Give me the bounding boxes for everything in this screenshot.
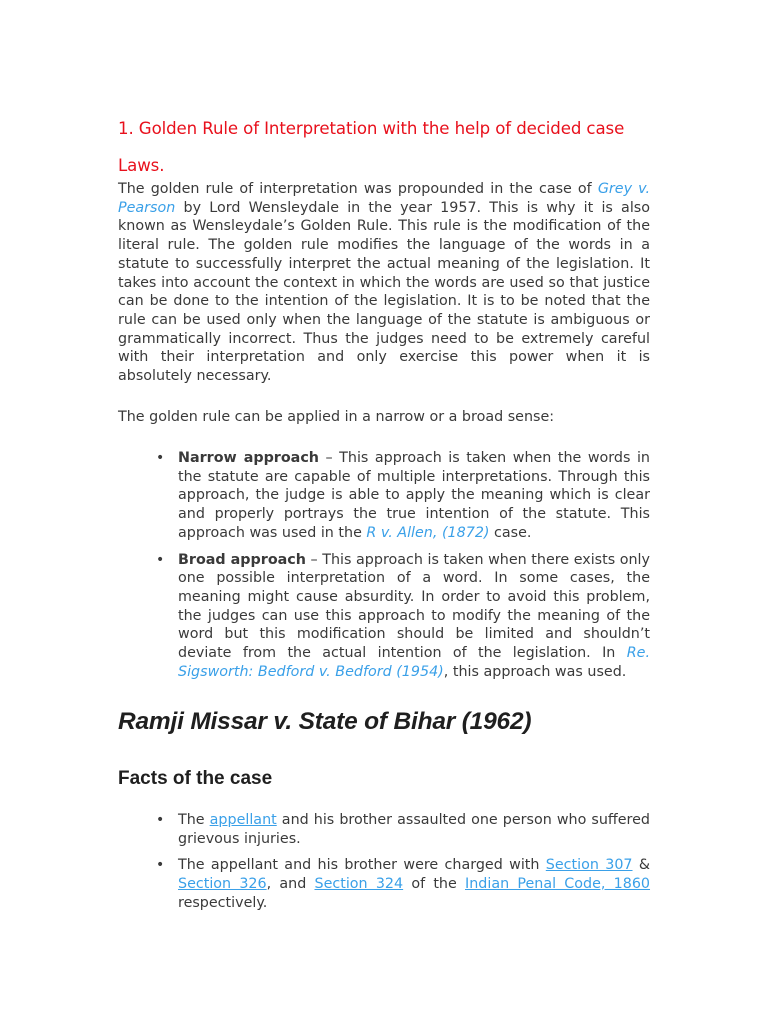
link-indian-penal-code[interactable]: Indian Penal Code, 1860 [465, 876, 651, 893]
approach-text: – This approach is taken when the words in the statute are capable of multiple interpretations. Through this approach, the judge is able to apply the meaning which is clear and properly portrays the true intention of the statute. This approach was used in the [178, 450, 650, 541]
list-item-broad-approach [118, 551, 650, 682]
approach-term: Narrow approach [178, 450, 319, 466]
list-item-narrow-approach [118, 449, 650, 543]
fact-text: respectively. [178, 894, 268, 911]
approach-text: – This approach is taken when there exists only one possible interpretation of a word. In some cases, the meaning might cause absurdity. In order to avoid this problem, the judges can use this approach to modify the meaning of the word but this modification should be limited and shouldn’t deviate from the actual intention of the legislation. In [178, 551, 650, 662]
link-appellant[interactable]: appellant [209, 812, 277, 828]
facts-list [118, 811, 650, 921]
fact-text: The appellant and his brother were charged with [178, 857, 546, 874]
case-link-grey-v-pearson[interactable]: Grey v. Pearson [118, 181, 650, 216]
bullet-icon: • [156, 812, 165, 828]
approaches-list [118, 449, 650, 689]
fact-text: & [632, 857, 650, 874]
link-section-326[interactable]: Section 326 [178, 876, 267, 893]
list-item-fact [118, 856, 650, 912]
link-section-307[interactable]: Section 307 [545, 857, 633, 874]
list-item-fact [118, 811, 650, 848]
fact-text: , and [266, 876, 315, 893]
link-section-324[interactable]: Section 324 [314, 876, 404, 893]
bullet-icon: • [156, 450, 165, 466]
bullet-icon: • [156, 857, 165, 874]
fact-text: of the [403, 876, 465, 893]
fact-text: and his brother assaulted one person who suffered grievous injuries. [178, 812, 650, 847]
bullet-icon: • [156, 551, 165, 568]
section-heading: 1. Golden Rule of Interpretation with the help of decided case Laws. [118, 119, 625, 175]
case-link-r-v-allen[interactable]: R v. Allen, (1872) [366, 524, 490, 541]
intro-text-start: The golden rule of interpretation was propounded in the case of [118, 181, 598, 197]
intro-text-end: by Lord Wensleydale in the year 1957. This is why it is also known as Wensleydale’s Golden Rule. This rule is the modification of the literal rule. The golden rule modifies the language of the words in a statute to successfully interpret the actual meaning of the legislation. It takes into account the context in which the words are used so that justice can be done to the intention of the legislation. It is to be noted that the rule can be used only when the language of the statute is ambiguous or grammatically incorrect. Thus the judges need to be extremely careful with their interpretation and only exercise this power when it is absolutely necessary. [118, 199, 650, 385]
case-link-re-sigsworth[interactable]: Re. Sigsworth: Bedford v. Bedford (1954) [178, 645, 650, 680]
case-title: Ramji Missar v. State of Bihar (1962) [118, 708, 532, 735]
sense-paragraph: The golden rule can be applied in a narrow or a broad sense: [118, 409, 555, 425]
approach-term: Broad approach [178, 551, 306, 568]
approach-text-end: case. [489, 524, 532, 541]
intro-paragraph [118, 180, 650, 386]
facts-heading: Facts of the case [118, 768, 273, 789]
fact-text: The [178, 812, 210, 828]
approach-text-end: , this approach was used. [443, 663, 627, 680]
